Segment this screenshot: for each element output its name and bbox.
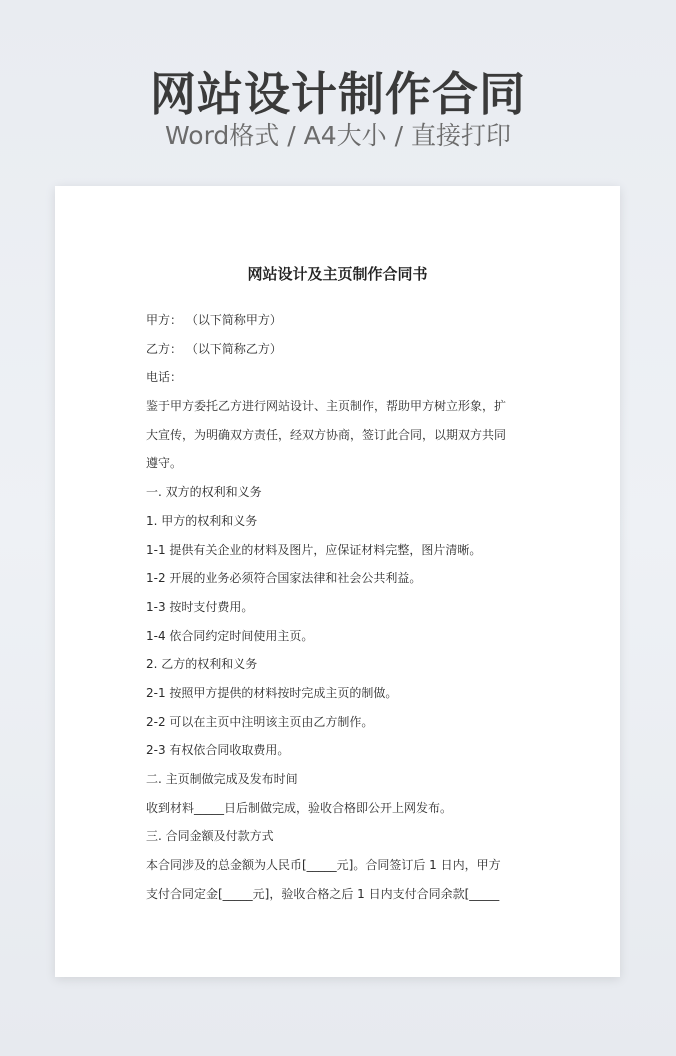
document-title: 网站设计及主页制作合同书	[247, 265, 428, 283]
document-line: 1-3 按时支付费用。	[146, 599, 254, 614]
document-line: 2. 乙方的权利和义务	[146, 657, 258, 672]
document-body	[146, 306, 529, 908]
document-line: 遵守。	[146, 456, 183, 471]
document-line: 收到材料_____日后制做完成，验收合格即公开上网发布。	[146, 800, 453, 815]
document-line: 1-2 开展的业务必须符合国家法律和社会公共利益。	[146, 571, 422, 586]
page-title: 网站设计制作合同	[150, 67, 526, 121]
document-line: 1-4 依合同约定时间使用主页。	[146, 628, 314, 643]
page-header	[0, 0, 676, 180]
document-line: 1. 甲方的权利和义务	[146, 513, 258, 528]
document-line: 一. 双方的权利和义务	[146, 485, 262, 500]
document-line: 支付合同定金[_____元]，验收合格之后 1 日内支付合同余款[_____	[146, 886, 500, 901]
document-line: 鉴于甲方委托乙方进行网站设计、主页制作，帮助甲方树立形象，扩	[146, 399, 507, 414]
document-page	[55, 186, 620, 977]
document-line: 2-2 可以在主页中注明该主页由乙方制作。	[146, 714, 374, 729]
document-line: 1-1 提供有关企业的材料及图片，应保证材料完整，图片清晰。	[146, 542, 482, 557]
page-subtitle: Word格式 / A4大小 / 直接打印	[165, 121, 511, 150]
document-line: 乙方： （以下简称乙方）	[146, 341, 282, 356]
document-line: 二. 主页制做完成及发布时间	[146, 772, 298, 786]
document-line: 电话：	[146, 370, 183, 385]
document-line: 大宣传，为明确双方责任，经双方协商，签订此合同，以期双方共同	[146, 427, 507, 442]
document-line: 2-1 按照甲方提供的材料按时完成主页的制做。	[146, 685, 398, 700]
document-line: 三. 合同金额及付款方式	[146, 829, 274, 844]
document-line: 2-3 有权依合同收取费用。	[146, 743, 290, 758]
document-line: 本合同涉及的总金额为人民币[_____元]。合同签订后 1 日内，甲方	[146, 858, 501, 873]
document-line: 甲方： （以下简称甲方）	[146, 313, 282, 327]
